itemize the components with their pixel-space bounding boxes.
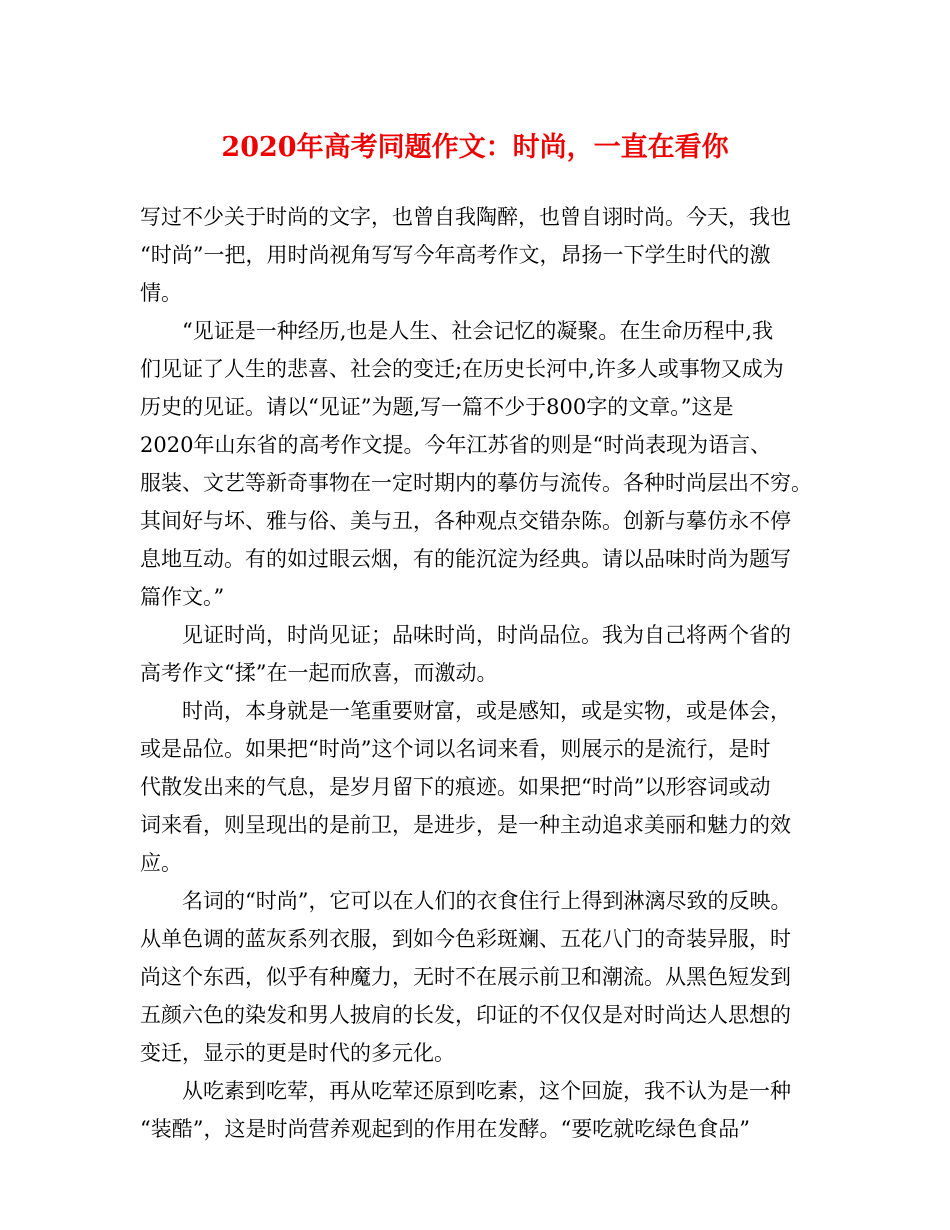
text-line: 名词的“时尚”，它可以在人们的衣食住行上得到淋漓尽致的反映。 [182, 889, 792, 913]
text-line: 见证时尚，时尚见证；品味时尚，时尚品位。我为自己将两个省的 [182, 623, 791, 647]
text-line: 变迁，显示的更是时代的多元化。 [140, 1041, 455, 1065]
text-line: 时尚，本身就是一笔重要财富，或是感知，或是实物，或是体会， [182, 699, 791, 723]
text-line: 词来看，则呈现出的是前卫，是进步，是一种主动追求美丽和魅力的效 [140, 813, 791, 837]
text-line: 从单色调的蓝灰系列衣服，到如今色彩斑斓、五花八门的奇装异服，时 [140, 927, 791, 951]
text-line: “装酷”，这是时尚营养观起到的作用在发酵。“要吃就吃绿色食品” [140, 1117, 750, 1141]
text-line: 息地互动。有的如过眼云烟，有的能沉淀为经典。请以品味时尚为题写 [140, 547, 791, 571]
text-line: 历史的见证。请以“见证”为题,写一篇不少于800字的文章。”这是 [140, 395, 734, 419]
text-line: 尚这个东西，似乎有种魔力，无时不在展示前卫和潮流。从黑色短发到 [140, 965, 791, 989]
text-line: 们见证了人生的悲喜、社会的变迁;在历史长河中,许多人或事物又成为 [140, 357, 784, 381]
text-line: 篇作文。” [140, 585, 225, 609]
text-line: 五颜六色的染发和男人披肩的长发，印证的不仅仅是对时尚达人思想的 [140, 1003, 791, 1027]
text-line: 代散发出来的气息，是岁月留下的痕迹。如果把“时尚”以形容词或动 [140, 775, 771, 799]
text-line: 服装、文艺等新奇事物在一定时期内的摹仿与流传。各种时尚层出不穷。 [140, 471, 812, 495]
document-title: 2020年高考同题作文：时尚，一直在看你 [221, 132, 729, 163]
text-line: 高考作文“揉”在一起而欣喜，而激动。 [140, 661, 498, 685]
text-line: 其间好与坏、雅与俗、美与丑，各种观点交错杂陈。创新与摹仿永不停 [140, 509, 791, 533]
text-line: “见证是一种经历,也是人生、社会记忆的凝聚。在生命历程中,我 [182, 319, 774, 343]
text-line: “时尚”一把，用时尚视角写写今年高考作文，昂扬一下学生时代的激 [140, 243, 771, 267]
text-line: 从吃素到吃荤，再从吃荤还原到吃素，这个回旋，我不认为是一种 [182, 1079, 791, 1103]
text-line: 情。 [140, 281, 182, 305]
text-line: 写过不少关于时尚的文字，也曾自我陶醉，也曾自诩时尚。今天，我也 [140, 205, 791, 229]
text-line: 应。 [140, 851, 182, 875]
text-line: 2020年山东省的高考作文提。今年江苏省的则是“时尚表现为语言、 [140, 433, 772, 457]
text-line: 或是品位。如果把“时尚”这个词以名词来看，则展示的是流行，是时 [140, 737, 771, 761]
